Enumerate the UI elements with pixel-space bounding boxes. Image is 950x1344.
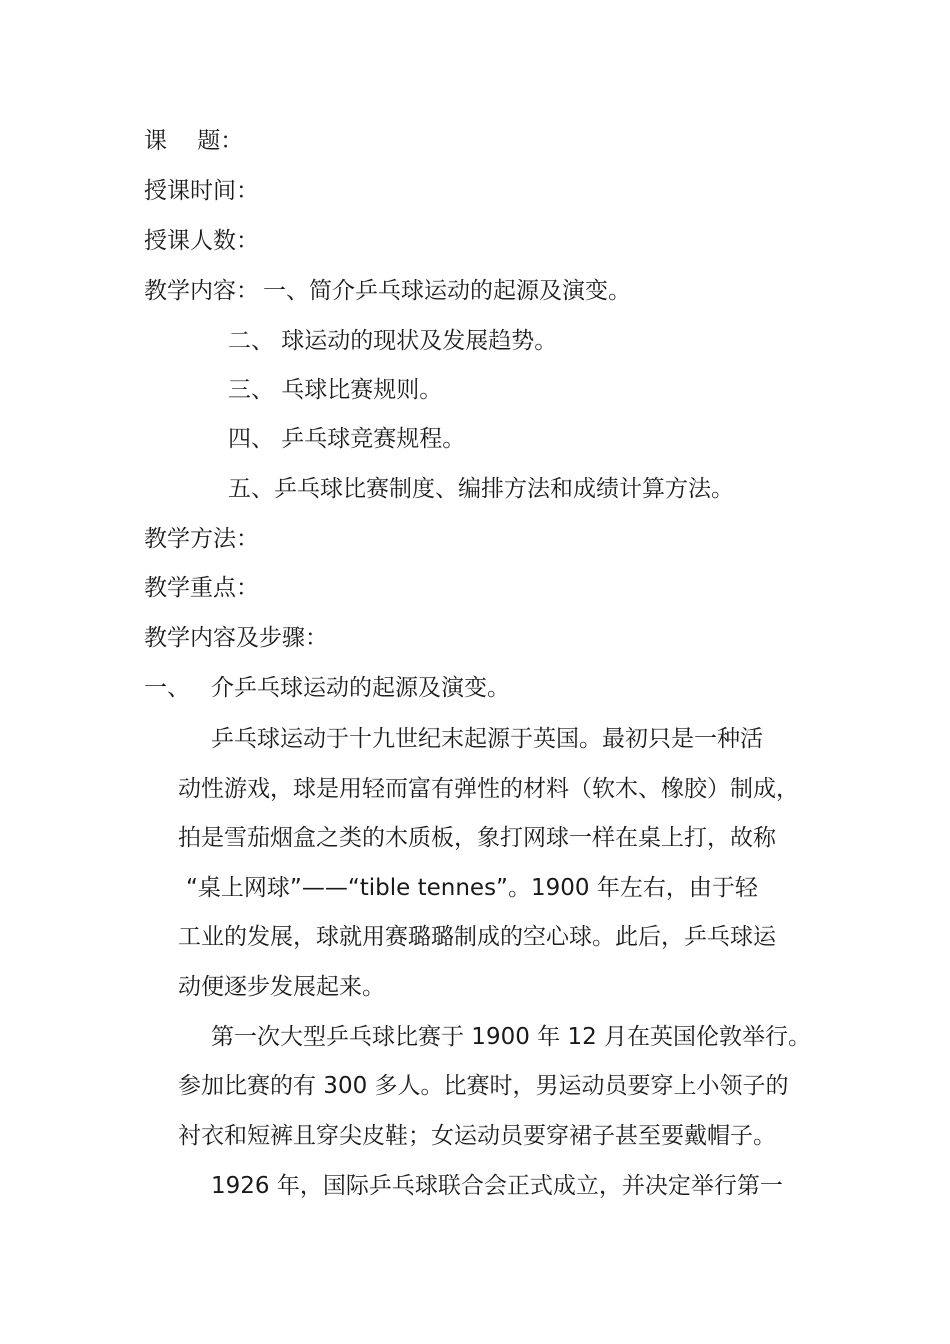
- body-line: 拍是雪茄烟盒之类的木质板，象打网球一样在桌上打，故称: [178, 825, 776, 851]
- count-label: 授课人数：: [144, 228, 259, 254]
- body-line: 参加比赛的有 300 多人。比赛时，男运动员要穿上小领子的: [178, 1073, 789, 1099]
- body-line: 乒乓球运动于十九世纪末起源于英国。最初只是一种活: [211, 726, 763, 752]
- content-item-2: 二、 球运动的现状及发展趋势。: [228, 328, 558, 354]
- steps-label: 教学内容及步骤：: [144, 625, 328, 651]
- body-line: “桌上网球”——“tible tennes”。1900 年左右，由于轻: [186, 875, 758, 901]
- content-item-5: 五、乒乓球比赛制度、编排方法和成绩计算方法。: [228, 476, 734, 502]
- body-line: 工业的发展，球就用赛璐璐制成的空心球。此后，乒乓球运: [178, 924, 776, 950]
- focus-label: 教学重点：: [144, 575, 259, 601]
- topic-label: 课 题：: [144, 128, 244, 154]
- content-item-4: 四、 乒乓球竞赛规程。: [228, 426, 466, 452]
- content-label: 教学内容：: [144, 278, 259, 304]
- body-line: 衬衣和短裤且穿尖皮鞋；女运动员要穿裙子甚至要戴帽子。: [178, 1123, 776, 1149]
- body-line: 动便逐步发展起来。: [178, 974, 385, 1000]
- body-line: 1926 年，国际乒乓球联合会正式成立，并决定举行第一: [211, 1173, 783, 1199]
- body-line: 第一次大型乒乓球比赛于 1900 年 12 月在英国伦敦举行。: [211, 1024, 812, 1050]
- content-item-1: 一、简介乒乓球运动的起源及演变。: [263, 278, 631, 304]
- content-item-3: 三、 乓球比赛规则。: [228, 377, 443, 403]
- section1-title: 介乒乓球运动的起源及演变。: [211, 675, 510, 701]
- section1-number: 一、: [144, 675, 190, 701]
- method-label: 教学方法：: [144, 526, 259, 552]
- time-label: 授课时间：: [144, 178, 259, 204]
- body-line: 动性游戏，球是用轻而富有弹性的材料（软木、橡胶）制成，: [178, 776, 799, 802]
